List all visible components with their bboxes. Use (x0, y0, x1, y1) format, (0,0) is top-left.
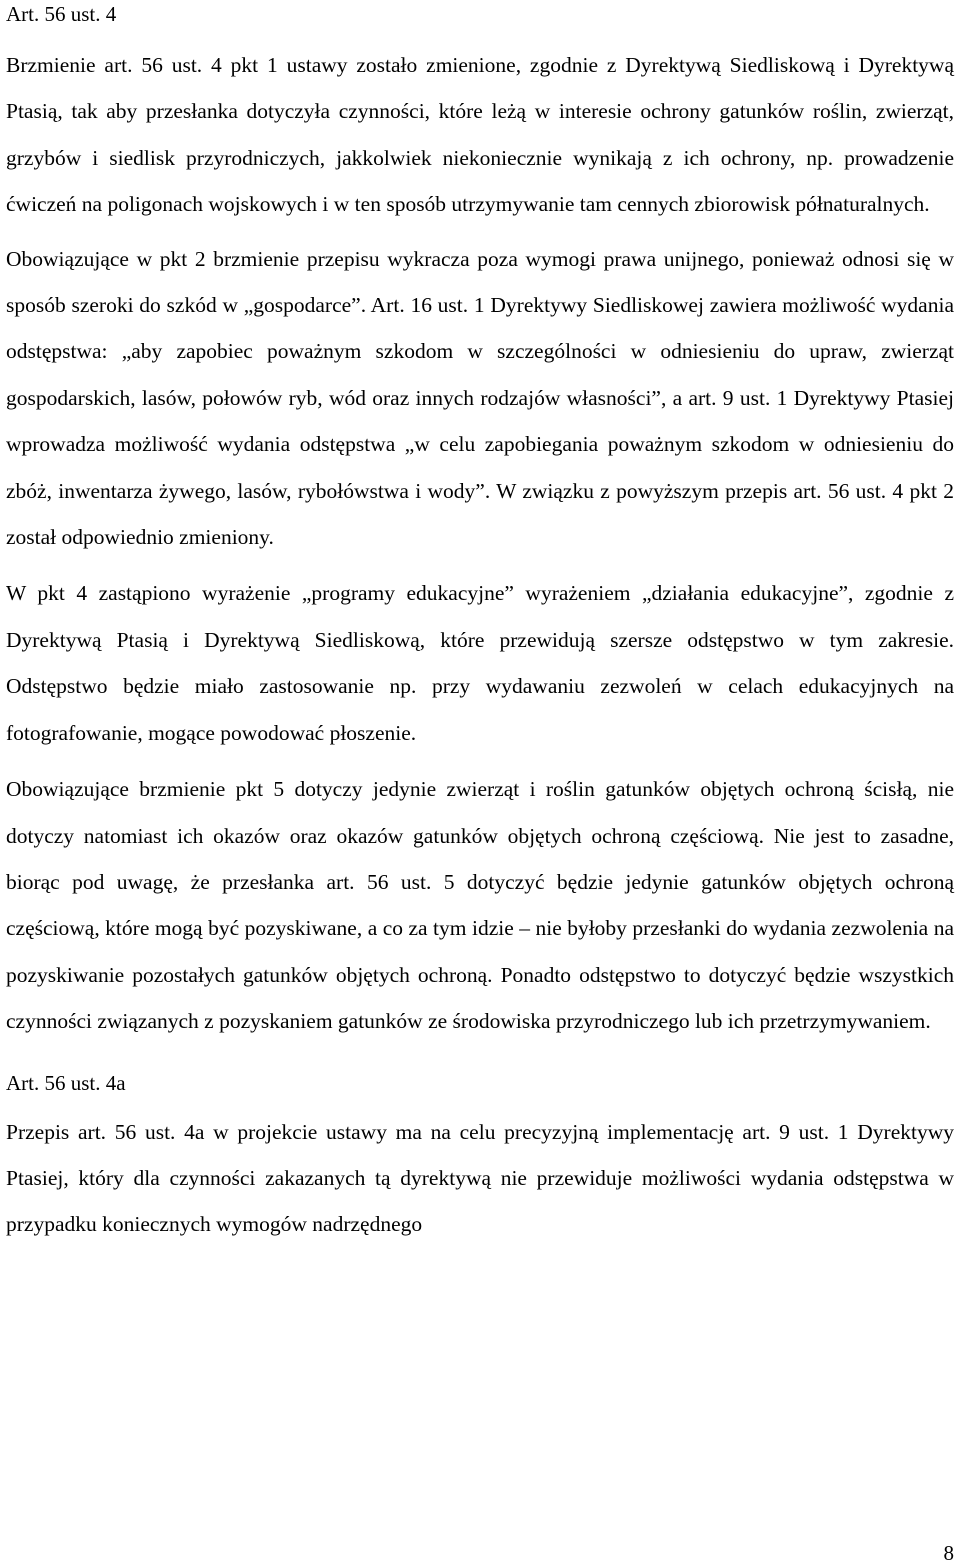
paragraph-pkt-2: Obowiązujące w pkt 2 brzmienie przepisu wykracza poza wymogi prawa unijnego, ponieważ odnosi się w sposób szeroki do szkód w „gospodarce”. Art. 16 ust. 1 Dyrektywy Siedliskowej zawiera możliwość wydania odstępstwa: „aby zapobiec poważnym szkodom w szczególności w odniesieniu do upraw, zwierząt gospodarskich, lasów, połowów ryb, wód oraz innych rodzajów własności”, a art. 9 ust. 1 Dyrektywy Ptasiej wprowadza możliwość wydania odstępstwa „w celu zapobiegania poważnym szkodom w odniesieniu do zbóż, inwentarza żywego, lasów, rybołówstwa i wody”. W związku z powyższym przepis art. 56 ust. 4 pkt 2 został odpowiednio zmieniony. (6, 246, 954, 550)
section-heading-art-56-ust-4a: Art. 56 ust. 4a (6, 1070, 126, 1095)
paragraph-pkt-5: Obowiązujące brzmienie pkt 5 dotyczy jedynie zwierząt i roślin gatunków objętych ochroną ścisłą, nie dotyczy natomiast ich okazów oraz okazów gatunków objętych ochroną częściową. Nie jest to zasadne, biorąc pod uwagę, że przesłanka art. 56 ust. 5 dotyczyć będzie jedynie gatunków objętych ochroną częściową, które mogą być pozyskiwane, a co za tym idzie – nie byłoby przesłanki do wydania zezwolenia na pozyskiwanie pozostałych gatunków objętych ochroną. Ponadto odstępstwo to dotyczyć będzie wszystkich czynności związanych z pozyskaniem gatunków ze środowiska przyrodniczego lub ich przetrzymywaniem. (6, 777, 954, 1034)
section-heading-art-56-ust-4: Art. 56 ust. 4 (6, 2, 117, 26)
paragraph-pkt-1: Brzmienie art. 56 ust. 4 pkt 1 ustawy zostało zmienione, zgodnie z Dyrektywą Siedliskową i Dyrektywą Ptasią, tak aby przesłanka dotyczyła czynności, które leżą w interesie ochrony gatunków roślin, zwierząt, grzybów i siedlisk przyrodniczych, jakkolwiek niekoniecznie wynikają z ich ochrony, np. prowadzenie ćwiczeń na poligonach wojskowych i w ten sposób utrzymywanie tam cennych zbiorowisk półnaturalnych. (6, 53, 954, 217)
page-number: 8 (943, 1541, 954, 1565)
paragraph-ust-4a: Przepis art. 56 ust. 4a w projekcie ustawy ma na celu precyzyjną implementację art. 9 ust. 1 Dyrektywy Ptasiej, który dla czynności zakazanych tą dyrektywą nie przewiduje możliwości wydania odstępstwa w przypadku koniecznych wymogów nadrzędnego (6, 1119, 954, 1237)
paragraph-pkt-4: W pkt 4 zastąpiono wyrażenie „programy edukacyjne” wyrażeniem „działania edukacyjne”, zgodnie z Dyrektywą Ptasią i Dyrektywą Siedliskową, które przewidują szersze odstępstwo w tym zakresie. Odstępstwo będzie miało zastosowanie np. przy wydawaniu zezwoleń w celach edukacyjnych na fotografowanie, mogące powodować płoszenie. (6, 581, 954, 745)
document-page (6, 0, 954, 1248)
